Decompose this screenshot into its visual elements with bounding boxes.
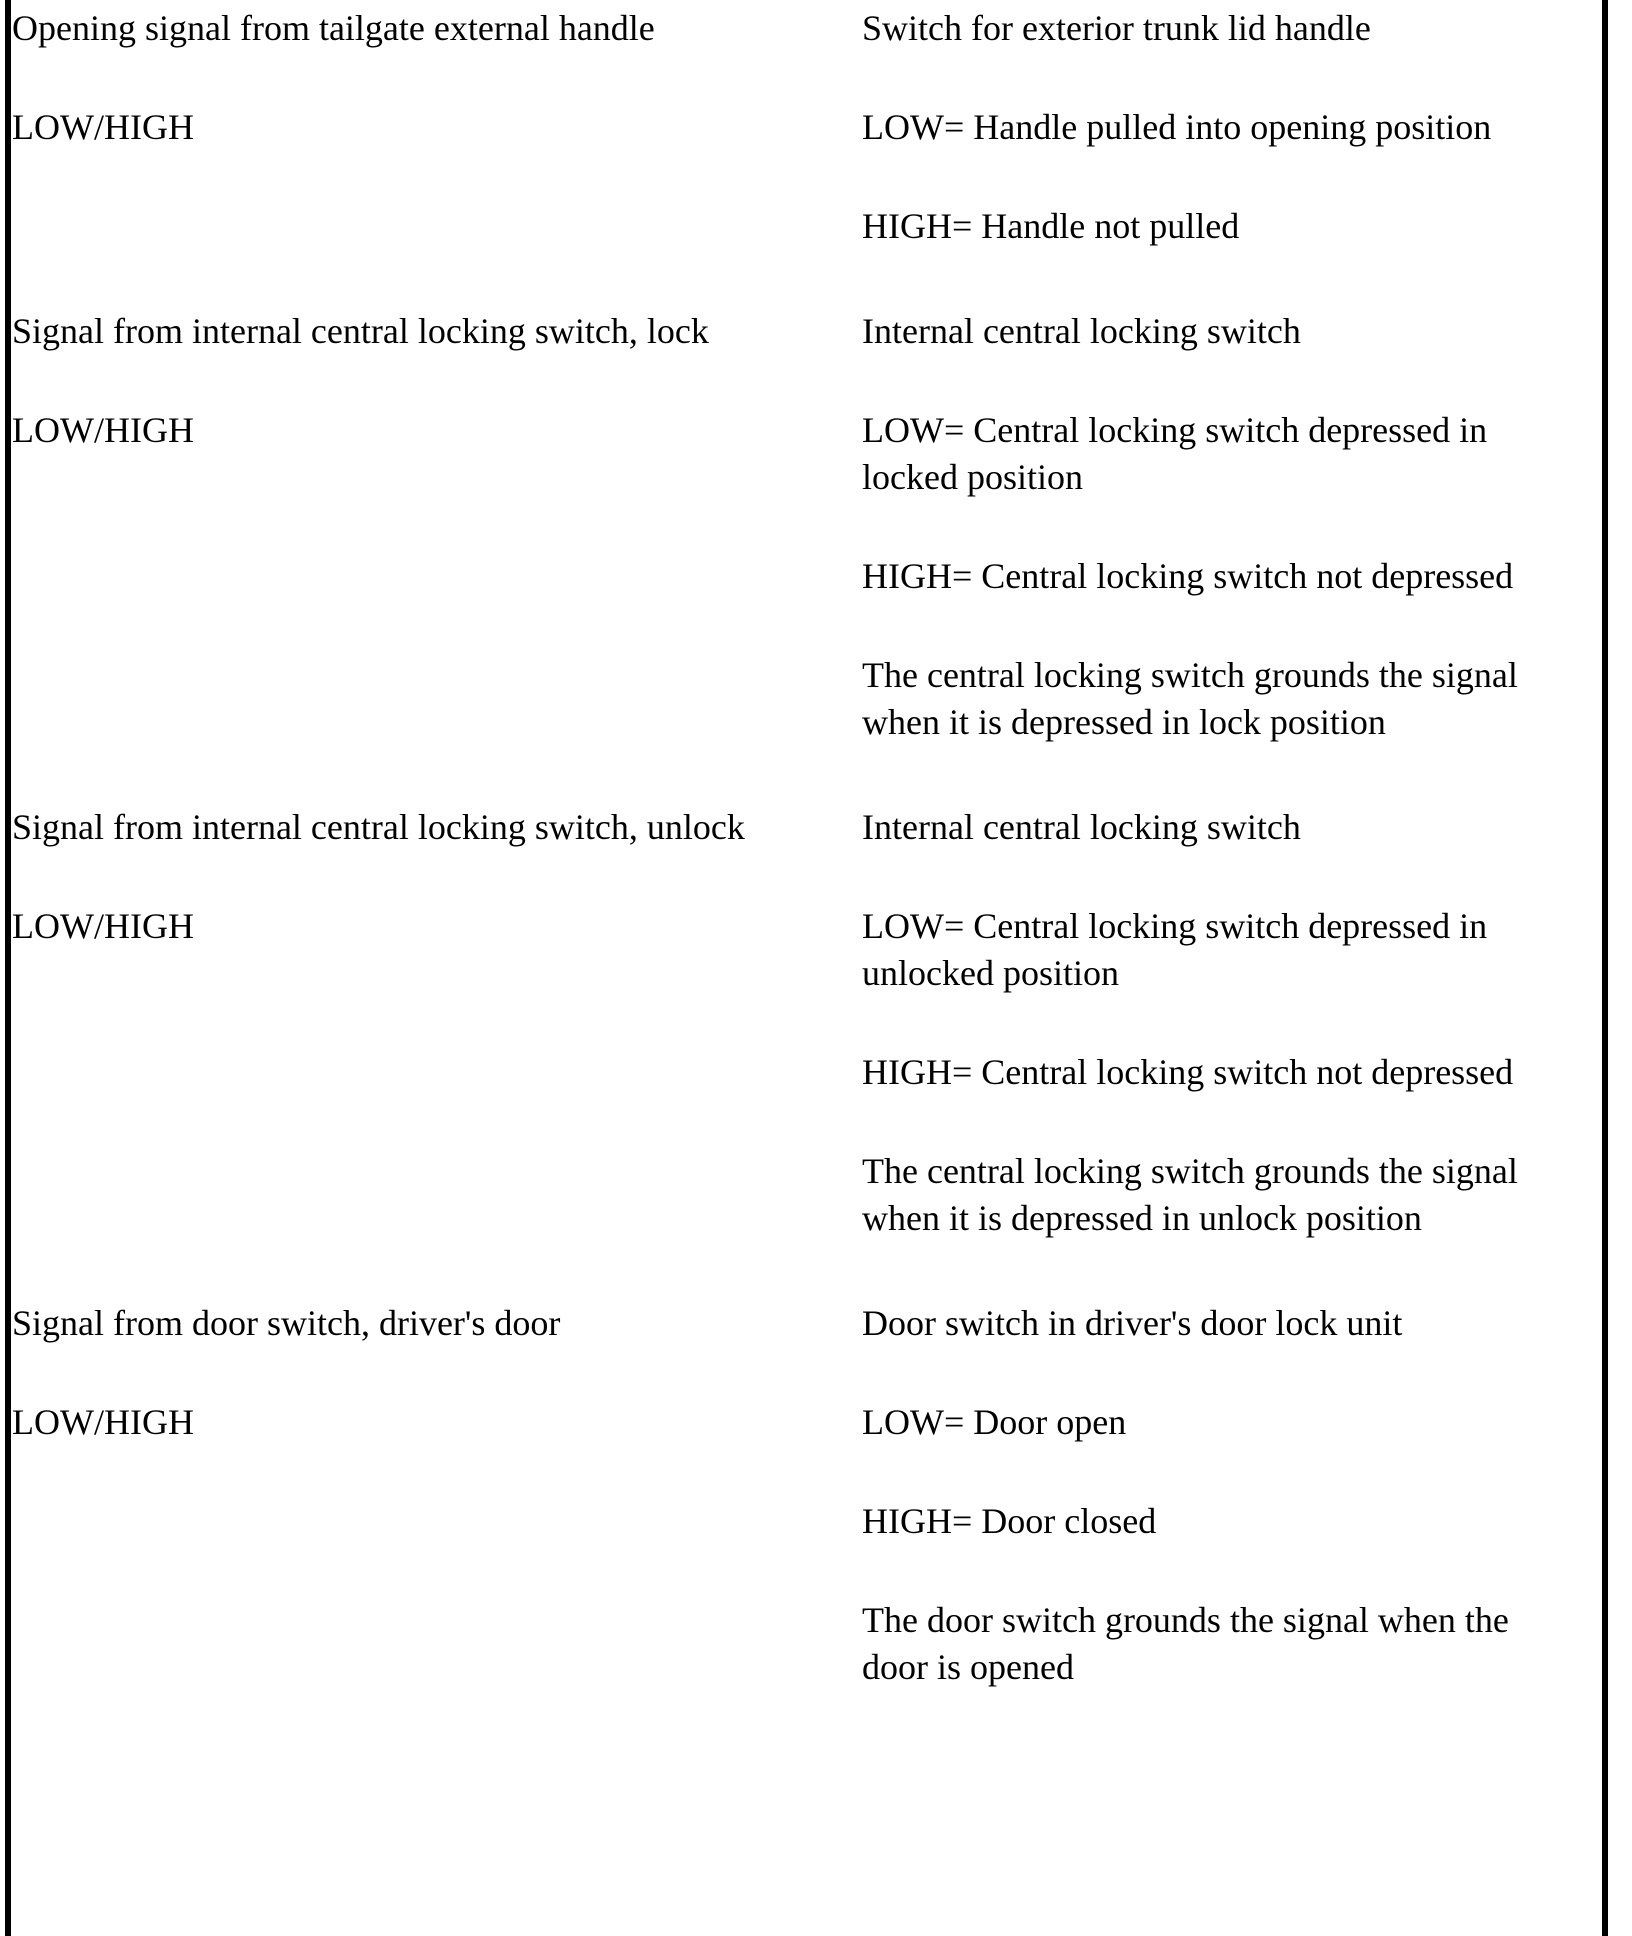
signal-name-unlock-switch: Signal from internal central locking switch, unlock (12, 807, 745, 847)
signal-levels-tailgate-handle: LOW/HIGH (12, 107, 194, 147)
signal-levels-unlock-switch: LOW/HIGH (12, 906, 194, 946)
high-description-door-switch: HIGH= Door closed (862, 1501, 1157, 1541)
component-tailgate-handle: Switch for exterior trunk lid handle (862, 8, 1371, 48)
table-right-border (1602, 0, 1608, 1936)
table-left-border (5, 0, 11, 1936)
signal-name-door-switch: Signal from door switch, driver's door (12, 1303, 561, 1343)
signal-name-lock-switch: Signal from internal central locking switch, lock (12, 311, 709, 351)
signal-levels-lock-switch: LOW/HIGH (12, 410, 194, 450)
low-description-lock-switch: LOW= Central locking switch depressed in locked position (862, 410, 1488, 497)
signal-levels-door-switch: LOW/HIGH (12, 1402, 194, 1442)
high-description-tailgate-handle: HIGH= Handle not pulled (862, 206, 1240, 246)
note-door-switch: The door switch grounds the signal when the door is opened (862, 1600, 1509, 1687)
signal-name-tailgate-handle: Opening signal from tailgate external handle (12, 8, 655, 48)
high-description-unlock-switch: HIGH= Central locking switch not depressed (862, 1052, 1514, 1092)
high-description-lock-switch: HIGH= Central locking switch not depressed (862, 556, 1514, 596)
low-description-unlock-switch: LOW= Central locking switch depressed in unlocked position (862, 906, 1488, 993)
component-door-switch: Door switch in driver's door lock unit (862, 1303, 1403, 1343)
note-unlock-switch: The central locking switch grounds the signal when it is depressed in unlock position (862, 1151, 1518, 1238)
note-lock-switch: The central locking switch grounds the signal when it is depressed in lock position (862, 655, 1518, 742)
component-unlock-switch: Internal central locking switch (862, 807, 1301, 847)
low-description-door-switch: LOW= Door open (862, 1402, 1127, 1442)
component-lock-switch: Internal central locking switch (862, 311, 1301, 351)
low-description-tailgate-handle: LOW= Handle pulled into opening position (862, 107, 1492, 147)
